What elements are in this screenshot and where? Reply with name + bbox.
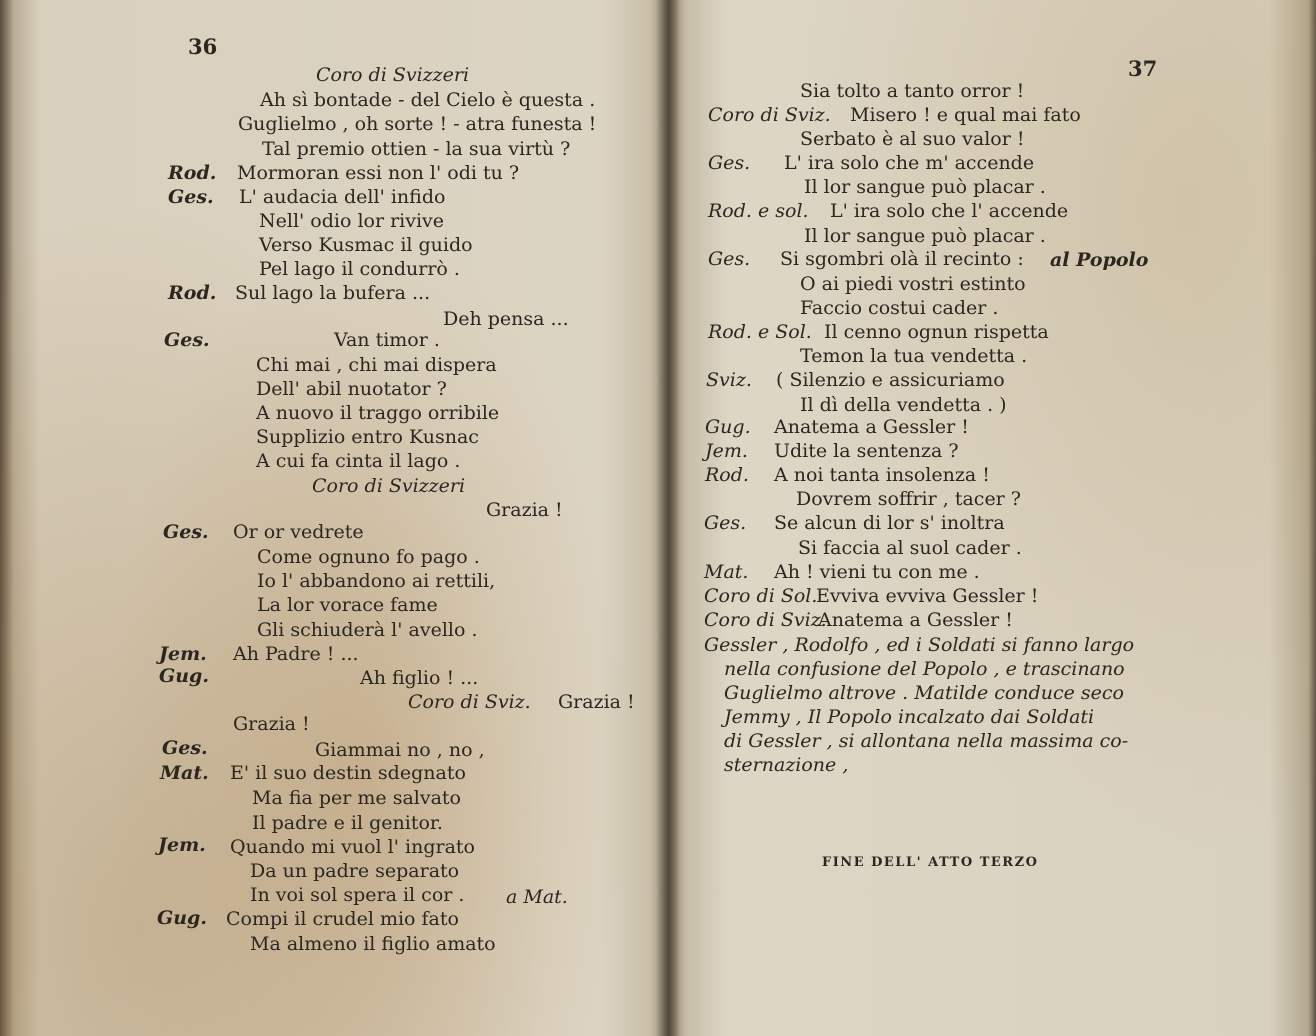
verse-line: Sul lago la bufera ...	[235, 282, 431, 304]
verse-line: Serbato è al suo valor !	[800, 128, 1025, 150]
verse-line: Compi il crudel mio fato	[226, 908, 459, 930]
page-number: 37	[1128, 56, 1158, 81]
stage-direction: nella confusione del Popolo , e trascinano	[724, 658, 1125, 680]
verse-line: Se alcun di lor s' inoltra	[774, 512, 1005, 534]
chorus-heading: Coro di Svizzeri	[312, 475, 466, 497]
verse-line: Ma fia per me salvato	[252, 787, 461, 809]
stage-cue: a Mat.	[506, 886, 568, 908]
speaker-label: Jem.	[158, 834, 206, 856]
speaker-label: Gug.	[705, 416, 751, 438]
speaker-label: Ges.	[708, 248, 751, 270]
verse-line: Il lor sangue può placar .	[804, 225, 1046, 247]
verse-line: Sia tolto a tanto orror !	[800, 80, 1025, 102]
verse-line: Verso Kusmac il guido	[259, 234, 473, 256]
verse-line: Come ognuno fo pago .	[257, 546, 480, 568]
end-of-act-note: FINE DELL' ATTO TERZO	[822, 855, 1039, 870]
verse-line: Ah Padre ! ...	[233, 643, 359, 665]
verse-line: Udite la sentenza ?	[774, 440, 959, 462]
stage-direction: di Gessler , si allontana nella massima co-	[724, 730, 1129, 752]
speaker-label: Ges.	[162, 737, 208, 759]
speaker-label: Coro di Sviz.	[704, 609, 827, 631]
verse-line: Guglielmo , oh sorte ! - atra funesta !	[238, 113, 597, 135]
verse-line: L' ira solo che l' accende	[830, 200, 1069, 222]
verse-line: L' audacia dell' infido	[239, 186, 446, 208]
stage-direction: Jemmy , Il Popolo incalzato dai Soldati	[724, 706, 1095, 728]
verse-line: In voi sol spera il cor .	[250, 884, 465, 906]
verse-line: Or or vedrete	[233, 521, 364, 543]
verse-line: Gli schiuderà l' avello .	[257, 619, 478, 641]
verse-line: A nuovo il traggo orribile	[256, 402, 500, 424]
verse-line: Mormoran essi non l' odi tu ?	[237, 162, 520, 184]
speaker-label: Ges.	[164, 329, 210, 351]
speaker-label: Rod.	[705, 464, 749, 486]
verse-line: Faccio costui cader .	[800, 297, 999, 319]
verse-line: Ah ! vieni tu con me .	[774, 561, 980, 583]
verse-line: Il padre e il genitor.	[252, 812, 443, 834]
speaker-label: Rod. e Sol.	[708, 321, 812, 343]
verse-line: Giammai no , no ,	[315, 739, 485, 761]
verse-line: Evviva evviva Gessler !	[816, 585, 1039, 607]
chorus-heading: Coro di Svizzeri	[316, 64, 470, 86]
verse-line: Nell' odio lor rivive	[259, 210, 445, 232]
verse-line: O ai piedi vostri estinto	[800, 273, 1026, 295]
verse-line: Dell' abil nuotator ?	[256, 378, 447, 400]
verse-line: Grazia !	[233, 713, 310, 735]
page-number: 36	[188, 34, 218, 59]
verse-line: La lor vorace fame	[257, 594, 438, 616]
book-gutter	[656, 0, 680, 1036]
speaker-label: Coro di Sol.	[704, 585, 818, 607]
stage-direction: Gessler , Rodolfo , ed i Soldati si fanno largo	[704, 634, 1135, 656]
verse-line: Da un padre separato	[250, 860, 460, 882]
verse-line: Quando mi vuol l' ingrato	[230, 836, 475, 858]
speaker-label: Gug.	[159, 665, 209, 687]
verse-line: Grazia !	[558, 691, 635, 713]
verse-line: Supplizio entro Kusnac	[256, 426, 479, 448]
verse-line: Ah sì bontade - del Cielo è questa .	[260, 89, 596, 111]
speaker-label: Jem.	[159, 643, 207, 665]
speaker-label: Sviz.	[706, 369, 752, 391]
verse-line: A cui fa cinta il lago .	[256, 450, 461, 472]
stage-direction: sternazione ,	[724, 754, 849, 776]
verse-line: Il dì della vendetta . )	[800, 394, 1007, 416]
speaker-label: Gug.	[157, 907, 207, 929]
verse-line: E' il suo destin sdegnato	[230, 762, 466, 784]
verse-line: Pel lago il condurrò .	[259, 258, 460, 280]
speaker-label: Mat.	[704, 561, 749, 583]
stage-direction: Guglielmo altrove . Matilde conduce seco	[724, 682, 1124, 704]
verse-line: Deh pensa ...	[443, 308, 569, 330]
verse-line: Si sgombri olà il recinto :	[780, 248, 1024, 270]
verse-line: Misero ! e qual mai fato	[850, 104, 1081, 126]
chorus-heading: Coro di Sviz.	[408, 691, 531, 713]
verse-line: Temon la tua vendetta .	[800, 345, 1028, 367]
verse-line: Grazia !	[486, 499, 563, 521]
speaker-label: Ges.	[704, 512, 747, 534]
verse-line: Ah figlio ! ...	[360, 667, 479, 689]
speaker-label: Ges.	[168, 186, 214, 208]
verse-line: Io l' abbandono ai rettili,	[257, 570, 496, 592]
speaker-label: Jem.	[705, 440, 748, 462]
speaker-label: Rod. e sol.	[708, 200, 809, 222]
verse-line: Anatema a Gessler !	[774, 416, 969, 438]
right-page	[668, 0, 1316, 1036]
verse-line: Tal premio ottien - la sua virtù ?	[262, 138, 571, 160]
verse-line: Ma almeno il figlio amato	[250, 933, 496, 955]
speaker-label: Mat.	[160, 762, 209, 784]
verse-line: A noi tanta insolenza !	[774, 464, 990, 486]
verse-line: ( Silenzio e assicuriamo	[776, 369, 1005, 391]
verse-line: Anatema a Gessler !	[818, 609, 1013, 631]
verse-line: Il cenno ognun rispetta	[824, 321, 1049, 343]
speaker-label: Ges.	[163, 521, 209, 543]
speaker-label: Ges.	[708, 152, 751, 174]
speaker-label: Rod.	[168, 162, 217, 184]
verse-line: Si faccia al suol cader .	[798, 537, 1022, 559]
verse-line: Il lor sangue può placar .	[804, 176, 1046, 198]
speaker-label: Rod.	[168, 282, 217, 304]
verse-line: L' ira solo che m' accende	[784, 152, 1035, 174]
verse-line: Dovrem soffrir , tacer ?	[796, 488, 1021, 510]
speaker-label: Coro di Sviz.	[708, 104, 831, 126]
verse-line: Van timor .	[334, 329, 440, 351]
stage-cue: al Popolo	[1050, 249, 1149, 271]
verse-line: Chi mai , chi mai dispera	[256, 354, 497, 376]
